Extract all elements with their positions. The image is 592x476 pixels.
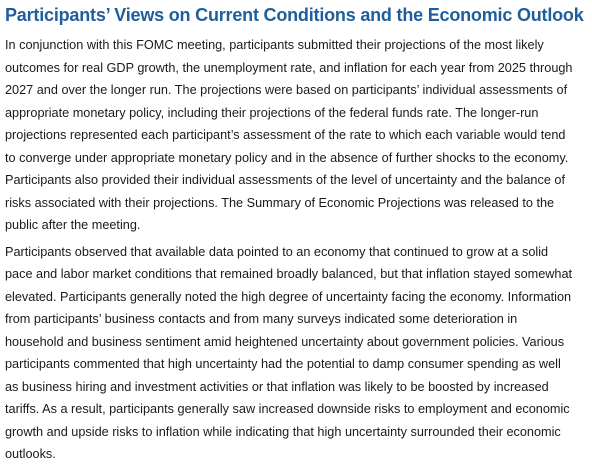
text-line: Participants observed that available data pointed to an economy that continued to grow at a solid xyxy=(5,244,549,259)
text-line: public after the meeting. xyxy=(5,218,141,232)
text-line: household and business sentiment amid heightened uncertainty about government policies. Various xyxy=(5,334,565,349)
text-line: In conjunction with this FOMC meeting, participants submitted their projections of the most likely xyxy=(5,38,544,52)
text-line: pace and labor market conditions that remained broadly balanced, but that inflation stayed somewhat xyxy=(5,267,573,281)
text-line: Participants also provided their individual assessments of the level of uncertainty and the balance of xyxy=(5,173,565,187)
text-line: outlooks. xyxy=(5,447,56,461)
text-line: outcomes for real GDP growth, the unemployment rate, and inflation for each year from 2025 through xyxy=(5,60,573,75)
text-line: growth and upside risks to inflation while indicating that high uncertainty surrounded their economic xyxy=(5,424,561,439)
section-heading: Participants’ Views on Current Conditions and the Economic Outlook xyxy=(5,5,584,25)
paragraph-projections xyxy=(5,34,589,237)
text-line: to converge under appropriate monetary policy and in the absence of further shocks to the economy. xyxy=(5,150,569,165)
text-line: 2027 and over the longer run. The projections were based on participants’ individual assessments of xyxy=(5,83,568,97)
paragraph-current-conditions xyxy=(5,241,589,466)
text-line: participants commented that high uncertainty had the potential to damp consumer spending as well xyxy=(5,357,561,371)
text-line: tariffs. As a result, participants generally saw increased downside risks to employment and economic xyxy=(5,402,570,416)
text-line: projections represented each participant’s assessment of the rate to which each variable would tend xyxy=(5,128,566,142)
text-line: appropriate monetary policy, including their projections of the federal funds rate. The longer-run xyxy=(5,105,539,120)
text-line: from participants’ business contacts and from many surveys indicated some deterioration in xyxy=(5,312,518,326)
text-line: risks associated with their projections. The Summary of Economic Projections was released to the xyxy=(5,195,555,210)
text-line: elevated. Participants generally noted the high degree of uncertainty facing the economy. Information xyxy=(5,289,572,304)
text-line: as business hiring and investment activities or that inflation was likely to be boosted by increased xyxy=(5,379,549,394)
